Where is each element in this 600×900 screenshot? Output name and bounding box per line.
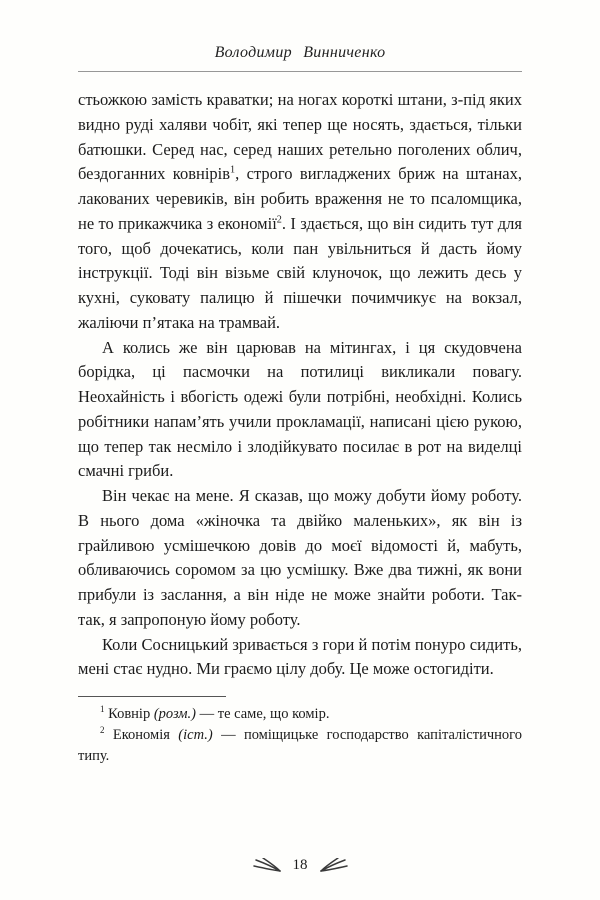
author-name: Володимир Винниченко: [214, 44, 386, 61]
footnote: [78, 725, 522, 767]
footer-ornament-left: [253, 858, 283, 873]
header-rule: [78, 71, 522, 72]
page-number: 18: [292, 857, 308, 873]
footnote-marker: 1: [100, 704, 105, 715]
footnote-marker: 1: [230, 164, 236, 176]
running-header: [78, 44, 522, 72]
text-segment: Ковнір: [104, 706, 154, 722]
footnotes-section: [78, 696, 522, 767]
text-segment: (іст.): [178, 727, 213, 744]
text-segment: А колись же він царював на мітингах, і ця скудовчена борідка, ці пасмочки на потилиці викликали повагу. Неохайність і вбогість одежі були потрібні, необхідні. Колись робітники напам’ять учили прокламації, написані цією рукою, що тепер так несміло і злодійкувато посилає в рот на виделці смачні гриби.: [78, 337, 522, 481]
footnote-marker: 2: [100, 725, 105, 736]
paragraph: [78, 633, 522, 683]
text-segment: (розм.): [153, 706, 196, 722]
footer-ornament-right: [318, 858, 348, 873]
text-segment: — те саме, що комір.: [195, 706, 330, 722]
text-segment: Економія: [104, 727, 179, 744]
text-segment: Він чекає на мене. Я сказав, що можу добути йому роботу. В нього дома «жіночка та двійко маленьких», як він із грайливою усмішечкою довів до моєї відомості й, мабуть, обливаючись соромом за цю усмішку. Вже два тижні, як вони прибули із заслання, а він ніде не може знайти роботи. Так-так, я запропоную йому роботу.: [78, 486, 522, 629]
footnotes-list: [78, 704, 522, 767]
text-segment: , строго вигладжених бриж на штанах, лакованих черевиків, він робить враження не то псаломщика, не то прикажчика з економії: [78, 164, 522, 233]
page-footer: [0, 857, 600, 874]
paragraph: [78, 484, 522, 633]
paragraph: [78, 336, 522, 485]
paragraph: [78, 88, 522, 336]
footnote-rule: [78, 696, 226, 697]
text-segment: стьожкою замість краватки; на ногах короткі штани, з-під яких видно руді халяви чобіт, які тепер ще носять, здається, тільки батюшки. Серед нас, серед наших ретельно поголених облич, бездоганних ковнірів: [78, 90, 522, 184]
footnote-marker: 2: [276, 214, 282, 226]
text-segment: . І здається, що він сидить тут для того, щоб дочекатись, коли пан увільниться й дасть йому інструкції. Тоді він візьме свій клуночок, що лежить десь у кухні, суковату палицю й пішечки почимчикує на вокзал, жаліючи п’ятака на трамвай.: [78, 213, 522, 332]
text-segment: Коли Сосницький зривається з гори й потім понуро сидить, мені стає нудно. Ми граємо цілу добу. Це може остогидіти.: [78, 634, 522, 679]
footnote: [78, 704, 522, 725]
body-text: [78, 88, 522, 682]
text-segment: — поміщицьке господарство капіталістичного типу.: [78, 727, 522, 765]
